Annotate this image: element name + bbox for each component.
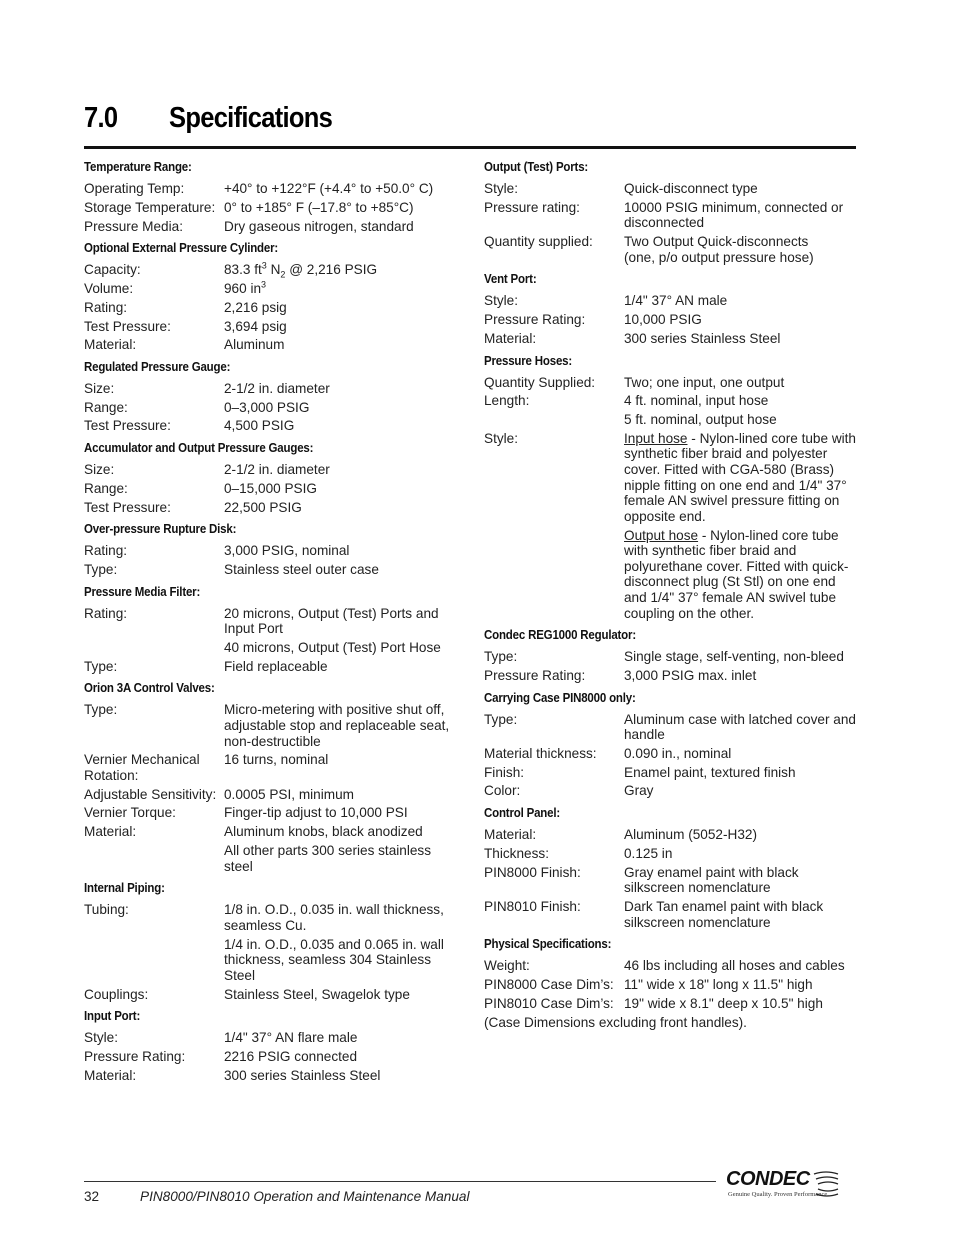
spec-row (84, 640, 456, 656)
spec-section (484, 691, 856, 800)
spec-value: 300 series Stainless Steel (224, 1067, 381, 1083)
spec-value: 22,500 PSIG (224, 499, 302, 515)
spec-row (484, 783, 856, 799)
spec-value: 11" wide x 18" long x 11.5" high (624, 976, 813, 992)
spec-section (484, 806, 856, 930)
section-heading-text: Condec REG1000 Regulator: (484, 628, 636, 643)
spec-label: Material thickness: (484, 745, 597, 761)
document-title: PIN8000/PIN8010 Operation and Maintenance Manual (140, 1189, 470, 1204)
spec-value: Enamel paint, textured finish (624, 764, 796, 780)
section-heading-text: Physical Specifications: (484, 937, 612, 952)
logo-swoosh-icon (812, 1170, 840, 1200)
section-heading-text: Optional External Pressure Cylinder: (84, 241, 279, 256)
spec-label: Pressure Rating: (484, 312, 586, 328)
spec-label: Material: (84, 337, 137, 353)
spec-label: PIN8010 Finish: (484, 899, 581, 914)
spec-note (484, 1015, 856, 1031)
spec-label: Material: (484, 827, 537, 843)
footer-rule (84, 1181, 716, 1182)
spec-row (484, 312, 856, 328)
spec-label: Couplings: (84, 986, 149, 1002)
spec-row (484, 958, 856, 974)
spec-label: Style: (484, 293, 518, 309)
spec-value: 0° to +185° F (–17.8° to +85°C) (224, 199, 414, 215)
spec-value: Aluminum case with latched cover and handle (624, 711, 856, 743)
spec-row (84, 337, 456, 353)
spec-value: Two Output Quick-disconnects (one, p/o output pressure hose) (624, 234, 814, 265)
spec-label (484, 412, 624, 428)
spec-value: Aluminum (224, 337, 285, 353)
section-heading-text: Regulated Pressure Gauge: (84, 359, 231, 374)
spec-value: 1/8 in. O.D., 0.035 in. wall thickness, seamless Cu. (224, 902, 444, 933)
spec-value: Gray enamel paint with black silkscreen nomenclature (624, 864, 799, 896)
spec-label: Adjustable Sensitivity: (84, 786, 217, 802)
spec-value: 0–15,000 PSIG (224, 480, 317, 496)
spec-label: Test Pressure: (84, 318, 171, 334)
spec-row (484, 977, 856, 993)
spec-label: Tubing: (84, 902, 129, 918)
spec-row (84, 200, 456, 216)
spec-row (84, 262, 456, 278)
spec-label: Material: (484, 330, 537, 346)
spec-section (484, 160, 856, 265)
section-heading-text: Pressure Hoses: (484, 353, 573, 368)
spec-value: 1/4" 37° AN flare male (224, 1030, 358, 1046)
spec-section (484, 354, 856, 622)
spec-label: Type: (484, 711, 518, 727)
superscript: 3 (261, 279, 267, 290)
spec-label: Type: (84, 702, 118, 718)
spec-row (84, 562, 456, 578)
spec-label: Finish: (484, 764, 525, 780)
section-heading-text: Control Panel: (484, 806, 561, 821)
spec-section (84, 881, 456, 1002)
spec-row (84, 987, 456, 1003)
spec-label: Type: (484, 649, 518, 665)
spec-section (84, 522, 456, 577)
spec-label: Storage Temperature: (84, 199, 216, 215)
spec-label: Pressure rating: (484, 199, 580, 215)
spec-value: 0.0005 PSI, minimum (224, 786, 354, 802)
spec-value: 4 ft. nominal, input hose (624, 393, 769, 409)
spec-label: Rating: (84, 543, 128, 559)
spec-row (84, 500, 456, 516)
section-heading-text: Input Port: (84, 1009, 141, 1024)
spec-row (484, 746, 856, 762)
spec-value: 3,000 PSIG max. inlet (624, 667, 757, 683)
spec-row (84, 281, 456, 297)
spec-label: Operating Temp: (84, 181, 185, 196)
spec-value: 960 $in^3$ (224, 279, 267, 296)
spec-value: All other parts 300 series stainless steel (224, 843, 432, 874)
spec-value: Quick-disconnect type (624, 181, 758, 196)
spec-section (484, 272, 856, 346)
spec-value: Output hose - Nylon-lined core tube with synthetic fiber braid and polyurethane cover. Fitted with quick-disconnect plug (St Stl) on one end and 1/4" 37° female AN swivel tube coupling on the other. (624, 527, 849, 621)
spec-row (484, 765, 856, 781)
spec-label: Type: (84, 658, 118, 674)
spec-note-text: (Case Dimensions excluding front handles). (484, 1014, 747, 1030)
subscript: 2 (280, 269, 286, 280)
section-heading (84, 100, 856, 149)
spec-row (484, 899, 856, 930)
spec-row (84, 462, 456, 478)
spec-label: Weight: (484, 958, 530, 974)
spec-section (84, 360, 456, 434)
spec-value: 40 microns, Output (Test) Port Hose (224, 639, 441, 655)
spec-value: 2-1/2 in. diameter (224, 380, 330, 396)
spec-row (484, 393, 856, 409)
spec-label: Range: (84, 480, 128, 496)
spec-label (84, 937, 224, 984)
spec-section (84, 681, 456, 874)
section-title: Specifications (169, 102, 333, 134)
spec-row (84, 787, 456, 803)
spec-label: Test Pressure: (84, 499, 171, 515)
spec-row (484, 712, 856, 743)
spec-row (84, 543, 456, 559)
spec-row (84, 902, 456, 933)
spec-value: 3,000 PSIG, nominal (224, 543, 350, 559)
spec-value: 10000 PSIG minimum, connected or disconnected (624, 199, 844, 231)
spec-row (484, 331, 856, 347)
spec-value: Input hose - Nylon-lined core tube with synthetic fiber braid and polyester cover. Fitted with CGA-580 (Brass) nipple fitting on one end and 1/4" 37° female AN swivel pressure fitting on opposite end. (624, 430, 856, 524)
spec-row (84, 606, 456, 637)
spec-value: Stainless Steel, Swagelok type (224, 986, 410, 1002)
spec-section (84, 441, 456, 515)
hose-name: Input hose (624, 430, 688, 446)
spec-label: Test Pressure: (84, 418, 171, 434)
right-column (484, 160, 856, 1037)
spec-row (84, 400, 456, 416)
logo-tagline: Genuine Quality. Proven Performance. (728, 1191, 829, 1198)
spec-row (84, 319, 456, 335)
section-heading-text: Pressure Media Filter: (84, 584, 201, 599)
spec-label (84, 640, 224, 656)
spec-row (484, 412, 856, 428)
spec-row (84, 752, 456, 783)
spec-row (484, 846, 856, 862)
spec-label: Type: (84, 561, 118, 577)
spec-row (484, 649, 856, 665)
spec-value: Single stage, self-venting, non-bleed (624, 649, 844, 665)
section-heading-text: Vent Port: (484, 272, 537, 287)
spec-value: 300 series Stainless Steel (624, 330, 781, 346)
spec-value: Finger-tip adjust to 10,000 PSI (224, 805, 408, 821)
spec-label: Color: (484, 783, 521, 799)
spec-row (84, 219, 456, 235)
spec-value: Gray (624, 783, 654, 799)
spec-value: Dark Tan enamel paint with black silkscreen nomenclature (624, 899, 824, 930)
spec-row (84, 181, 456, 197)
spec-label: Material: (84, 1067, 137, 1083)
spec-value: 16 turns, nominal (224, 752, 329, 768)
spec-label: Material: (84, 824, 137, 840)
spec-value: 19" wide x 8.1" deep x 10.5" high (624, 995, 823, 1011)
spec-value: +40° to +122°F (+4.4° to +50.0° C) (224, 181, 434, 196)
spec-value: 83.3 $ft^3$ $N_2$ @ 2,216 PSIG (224, 260, 378, 280)
spec-value: 5 ft. nominal, output hose (624, 412, 777, 428)
spec-row (484, 234, 856, 265)
spec-value: Dry gaseous nitrogen, standard (224, 218, 414, 234)
spec-row (84, 1068, 456, 1084)
hose-name: Output hose (624, 527, 699, 543)
spec-label: PIN8000 Case Dim’s: (484, 976, 614, 992)
section-heading-text: Orion 3A Control Valves: (84, 681, 215, 696)
spec-row (84, 300, 456, 316)
spec-value: 10,000 PSIG (624, 312, 702, 328)
spec-value: Micro-metering with positive shut off, adjustable stop and replaceable seat, non-destructible (224, 702, 450, 749)
spec-label: Size: (84, 462, 115, 478)
section-heading-text: Output (Test) Ports: (484, 160, 589, 174)
spec-row (84, 1030, 456, 1046)
spec-label: Style: (84, 1030, 118, 1046)
spec-row (84, 659, 456, 675)
spec-row (484, 200, 856, 231)
spec-label: Range: (84, 399, 128, 415)
spec-section (484, 628, 856, 683)
spec-section (84, 241, 456, 353)
spec-row (484, 293, 856, 309)
spec-label: PIN8010 Case Dim’s: (484, 995, 614, 1011)
spec-value: 2,216 psig (224, 299, 287, 315)
spec-section (84, 1009, 456, 1083)
page-number: 32 (84, 1189, 100, 1204)
spec-label: Style: (484, 430, 518, 446)
spec-value: Aluminum (5052-H32) (624, 827, 757, 843)
spec-label (84, 843, 224, 874)
spec-row (84, 702, 456, 749)
spec-value: Field replaceable (224, 658, 328, 674)
spec-row (484, 431, 856, 525)
spec-value: Stainless steel outer case (224, 561, 379, 577)
section-heading-text: Temperature Range: (84, 160, 192, 174)
spec-label: Quantity supplied: (484, 234, 593, 250)
spec-value: Two; one input, one output (624, 374, 785, 390)
spec-label: Style: (484, 181, 518, 196)
spec-label: Quantity Supplied: (484, 374, 596, 390)
spec-label: Pressure Rating: (84, 1048, 186, 1064)
spec-label: Vernier Torque: (84, 805, 176, 821)
spec-row (84, 418, 456, 434)
spec-value: 0.125 in (624, 845, 673, 861)
spec-label: Vernier Mechanical Rotation: (84, 752, 200, 783)
superscript: 3 (261, 260, 267, 271)
spec-label: Rating: (84, 605, 128, 621)
spec-row (84, 381, 456, 397)
spec-value: Aluminum knobs, black anodized (224, 824, 423, 840)
spec-value: 2-1/2 in. diameter (224, 462, 330, 478)
spec-label: PIN8000 Finish: (484, 864, 581, 880)
spec-row (484, 827, 856, 843)
spec-value: 1/4" 37° AN male (624, 293, 728, 309)
spec-label: Capacity: (84, 262, 141, 278)
spec-label: Volume: (84, 280, 134, 296)
spec-row (484, 668, 856, 684)
section-heading-text: Internal Piping: (84, 881, 165, 896)
spec-row (484, 996, 856, 1012)
section-heading-text: Carrying Case PIN8000 only: (484, 690, 636, 705)
spec-label: Rating: (84, 299, 128, 315)
spec-label: Length: (484, 393, 530, 409)
section-heading-text: Accumulator and Output Pressure Gauges: (84, 441, 314, 456)
spec-row (84, 843, 456, 874)
spec-value: 20 microns, Output (Test) Ports and Input Port (224, 605, 439, 637)
spec-value: 0.090 in., nominal (624, 745, 732, 761)
spec-row (84, 1049, 456, 1065)
spec-section (484, 937, 856, 1030)
spec-row (484, 865, 856, 896)
spec-row (84, 937, 456, 984)
spec-value: 0–3,000 PSIG (224, 399, 310, 415)
spec-row (484, 528, 856, 622)
spec-section (84, 160, 456, 234)
spec-value: 2216 PSIG connected (224, 1048, 358, 1064)
logo-wordmark: CONDEC (726, 1168, 810, 1190)
spec-row (84, 805, 456, 821)
section-heading-text: Over-pressure Rupture Disk: (84, 522, 237, 537)
spec-section (84, 585, 456, 675)
spec-row (484, 375, 856, 391)
spec-label: Size: (84, 380, 115, 396)
condec-logo (726, 1168, 842, 1204)
spec-label: Pressure Rating: (484, 667, 586, 683)
section-number: 7.0 (84, 102, 118, 134)
spec-value: 46 lbs including all hoses and cables (624, 958, 845, 974)
spec-label: Pressure Media: (84, 218, 183, 234)
spec-row (484, 181, 856, 197)
spec-label (484, 528, 624, 622)
spec-value: 4,500 PSIG (224, 418, 295, 434)
spec-row (84, 481, 456, 497)
left-column (84, 160, 456, 1090)
spec-row (84, 824, 456, 840)
spec-value: 3,694 psig (224, 318, 287, 334)
spec-label: Thickness: (484, 845, 549, 861)
spec-value: 1/4 in. O.D., 0.035 and 0.065 in. wall thickness, seamless 304 Stainless Steel (224, 936, 444, 983)
